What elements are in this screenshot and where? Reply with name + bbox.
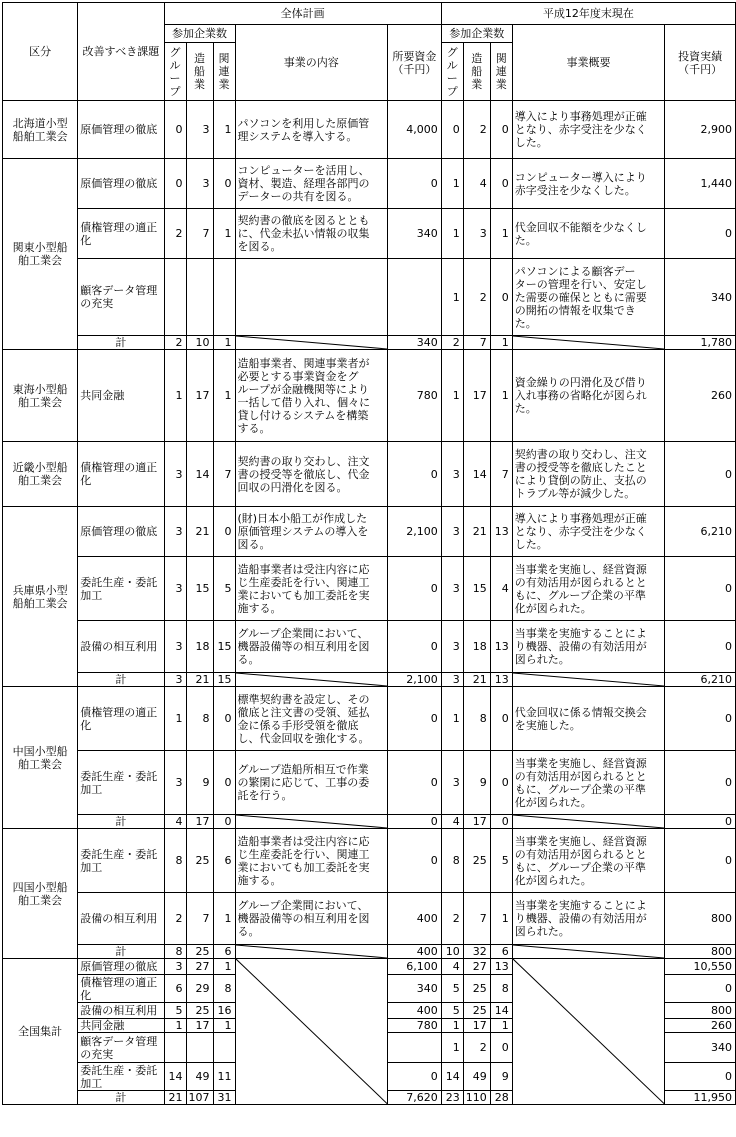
empty-diagonal-cell (512, 815, 665, 829)
header-toshi: 投資実績 （千円） (665, 25, 736, 101)
kanren-count-actual: 7 (490, 442, 512, 507)
group-count: 3 (164, 959, 186, 975)
kanren-count-actual: 4 (490, 557, 512, 621)
toshi-cell: 340 (665, 1033, 736, 1063)
shoyo-cell (388, 1033, 442, 1063)
group-count: 6 (164, 975, 186, 1003)
zosen-count-actual: 2 (463, 259, 490, 336)
shoyo-cell: 0 (388, 442, 442, 507)
group-count: 1 (164, 687, 186, 751)
toshi-cell: 0 (665, 815, 736, 829)
kanren-count-actual: 5 (490, 829, 512, 893)
zosen-count-actual: 49 (463, 1063, 490, 1091)
header-kanren-2: 関 連 業 (490, 43, 512, 101)
zosen-count-actual: 110 (463, 1091, 490, 1105)
toshi-cell: 6,210 (665, 507, 736, 557)
zosen-count: 9 (186, 751, 213, 815)
group-count-actual: 3 (441, 673, 463, 687)
kanren-count-actual: 6 (490, 945, 512, 959)
group-count-actual: 3 (441, 621, 463, 673)
group-count-actual: 8 (441, 829, 463, 893)
group-count: 3 (164, 557, 186, 621)
kanren-count-actual: 28 (490, 1091, 512, 1105)
group-count: 1 (164, 350, 186, 442)
kanren-count-actual: 1 (490, 350, 512, 442)
kanren-count-actual: 13 (490, 959, 512, 975)
group-count-actual: 1 (441, 159, 463, 209)
shoyo-cell: 400 (388, 893, 442, 945)
header-shoyo: 所要資金 （千円） (388, 25, 442, 101)
kadai-cell: 原価管理の徹底 (78, 959, 164, 975)
header-kubun: 区分 (3, 3, 78, 101)
shoyo-cell: 340 (388, 336, 442, 350)
group-count: 3 (164, 751, 186, 815)
zosen-count-actual: 7 (463, 336, 490, 350)
kanren-count-actual: 0 (490, 751, 512, 815)
group-count-actual: 3 (441, 557, 463, 621)
group-count-actual: 1 (441, 259, 463, 336)
kadai-cell: 原価管理の徹底 (78, 507, 164, 557)
empty-diagonal-cell (235, 945, 388, 959)
total-label: 計 (78, 815, 164, 829)
group-count-actual: 14 (441, 1063, 463, 1091)
header-naiyo: 事業の内容 (235, 25, 388, 101)
zosen-count-actual: 32 (463, 945, 490, 959)
kanren-count-actual: 0 (490, 687, 512, 751)
kanren-count: 1 (213, 350, 235, 442)
zosen-count: 25 (186, 945, 213, 959)
kanren-count: 0 (213, 159, 235, 209)
kanren-count: 1 (213, 893, 235, 945)
toshi-cell: 0 (665, 829, 736, 893)
zosen-count (186, 259, 213, 336)
group-count-actual: 5 (441, 1003, 463, 1019)
group-count: 21 (164, 1091, 186, 1105)
zosen-count: 17 (186, 350, 213, 442)
zosen-count: 15 (186, 557, 213, 621)
header-sanka-1: 参加企業数 (164, 25, 235, 43)
shoyo-cell: 6,100 (388, 959, 442, 975)
kubun-cell: 中国小型船 舶工業会 (3, 687, 78, 829)
zosen-count-actual: 15 (463, 557, 490, 621)
toshi-cell: 1,440 (665, 159, 736, 209)
kanren-count-actual: 8 (490, 975, 512, 1003)
kanren-count: 11 (213, 1063, 235, 1091)
gaiyo-cell: 当事業を実施し、経営資源 の有効活用が図られるとと もに、グループ企業の平準 化が図られた。 (512, 751, 665, 815)
kanren-count-actual: 0 (490, 159, 512, 209)
shoyo-cell: 0 (388, 621, 442, 673)
zosen-count: 18 (186, 621, 213, 673)
zosen-count: 107 (186, 1091, 213, 1105)
zosen-count-actual: 25 (463, 829, 490, 893)
kadai-cell: 原価管理の徹底 (78, 159, 164, 209)
naiyo-cell: 造船事業者は受注内容に応 じ生産委託を行い、関連工 業においても加工委託を実 施する。 (235, 557, 388, 621)
gaiyo-cell: 導入により事務処理が正確 となり、赤字受注を少なく した。 (512, 507, 665, 557)
gaiyo-cell: 当事業を実施することによ り機器、設備の有効活用が 図られた。 (512, 893, 665, 945)
kanren-count: 6 (213, 945, 235, 959)
kanren-count: 15 (213, 673, 235, 687)
zosen-count-actual: 2 (463, 101, 490, 159)
kanren-count: 8 (213, 975, 235, 1003)
group-count: 5 (164, 1003, 186, 1019)
gaiyo-cell: 代金回収に係る情報交換会 を実施した。 (512, 687, 665, 751)
shoyo-cell: 0 (388, 1063, 442, 1091)
toshi-cell: 260 (665, 1019, 736, 1033)
kanren-count-actual: 9 (490, 1063, 512, 1091)
kadai-cell: 債権管理の適正 化 (78, 975, 164, 1003)
naiyo-cell: 契約書の徹底を図るととも に、代金未払い情報の収集 を図る。 (235, 209, 388, 259)
header-group-1: グ ル ー プ (164, 43, 186, 101)
group-count: 3 (164, 442, 186, 507)
kanren-count: 7 (213, 442, 235, 507)
kanren-count: 1 (213, 336, 235, 350)
group-count: 14 (164, 1063, 186, 1091)
shoyo-cell: 340 (388, 209, 442, 259)
kadai-cell: 設備の相互利用 (78, 1003, 164, 1019)
zosen-count-actual: 25 (463, 975, 490, 1003)
group-count: 1 (164, 1019, 186, 1033)
group-count: 3 (164, 507, 186, 557)
zosen-count-actual: 7 (463, 893, 490, 945)
zosen-count: 21 (186, 673, 213, 687)
toshi-cell: 800 (665, 1003, 736, 1019)
zosen-count-actual: 18 (463, 621, 490, 673)
kanren-count-actual: 1 (490, 1019, 512, 1033)
kanren-count-actual: 0 (490, 101, 512, 159)
empty-diagonal-cell (512, 673, 665, 687)
empty-diagonal-cell (235, 673, 388, 687)
kanren-count-actual: 1 (490, 336, 512, 350)
kanren-count (213, 259, 235, 336)
naiyo-cell: グループ造船所相互で作業 の繁閑に応じて、工事の委 託を行う。 (235, 751, 388, 815)
zosen-count: 17 (186, 1019, 213, 1033)
plan-results-table (2, 2, 736, 1105)
toshi-cell: 340 (665, 259, 736, 336)
group-count-actual: 1 (441, 1019, 463, 1033)
group-count-actual: 2 (441, 893, 463, 945)
header-kanren-1: 関 連 業 (213, 43, 235, 101)
zosen-count: 7 (186, 893, 213, 945)
zosen-count-actual: 9 (463, 751, 490, 815)
toshi-cell: 260 (665, 350, 736, 442)
kanren-count-actual: 1 (490, 209, 512, 259)
naiyo-cell: 造船事業者、関連事業者が 必要とする事業資金をグ ループが金融機関等により 一括して借り入れ、個々に 貸し付けるシステムを構築 する。 (235, 350, 388, 442)
header-h12-genzai: 平成12年度末現在 (441, 3, 735, 25)
shoyo-cell: 4,000 (388, 101, 442, 159)
empty-diagonal-cell (512, 336, 665, 350)
gaiyo-cell: コンピューター導入により 赤字受注を少なくした。 (512, 159, 665, 209)
header-zosen-1: 造 船 業 (186, 43, 213, 101)
shoyo-cell: 0 (388, 687, 442, 751)
zosen-count: 29 (186, 975, 213, 1003)
group-count-actual: 1 (441, 687, 463, 751)
kanren-count: 16 (213, 1003, 235, 1019)
gaiyo-cell: 契約書の取り交わし、注文 書の授受等を徹底したこと により貸倒の防止、支払の トラブル等が減少した。 (512, 442, 665, 507)
toshi-cell: 0 (665, 557, 736, 621)
toshi-cell: 6,210 (665, 673, 736, 687)
kanren-count: 0 (213, 507, 235, 557)
toshi-cell: 10,550 (665, 959, 736, 975)
group-count: 4 (164, 815, 186, 829)
kadai-cell: 共同金融 (78, 350, 164, 442)
group-count-actual: 1 (441, 209, 463, 259)
group-count: 8 (164, 829, 186, 893)
total-label: 計 (78, 336, 164, 350)
group-count-actual: 2 (441, 336, 463, 350)
group-count: 2 (164, 209, 186, 259)
zosen-count-actual: 8 (463, 687, 490, 751)
zosen-count: 17 (186, 815, 213, 829)
gaiyo-cell: 代金回収不能額を少なくし た。 (512, 209, 665, 259)
kubun-cell: 近畿小型船 舶工業会 (3, 442, 78, 507)
toshi-cell: 2,900 (665, 101, 736, 159)
toshi-cell: 0 (665, 975, 736, 1003)
empty-diagonal-cell (235, 336, 388, 350)
kadai-cell: 債権管理の適正 化 (78, 209, 164, 259)
toshi-cell: 0 (665, 1063, 736, 1091)
zosen-count-actual: 21 (463, 507, 490, 557)
zosen-count-actual: 3 (463, 209, 490, 259)
kanren-count: 15 (213, 621, 235, 673)
group-count-actual: 1 (441, 1033, 463, 1063)
zosen-count-actual: 21 (463, 673, 490, 687)
shoyo-cell: 780 (388, 1019, 442, 1033)
header-sanka-2: 参加企業数 (441, 25, 512, 43)
kanren-count-actual: 13 (490, 507, 512, 557)
group-count (164, 259, 186, 336)
kanren-count: 0 (213, 687, 235, 751)
group-count: 8 (164, 945, 186, 959)
toshi-cell: 800 (665, 945, 736, 959)
zosen-count-actual: 4 (463, 159, 490, 209)
kadai-cell: 委託生産・委託 加工 (78, 829, 164, 893)
zosen-count: 49 (186, 1063, 213, 1091)
shoyo-cell: 340 (388, 975, 442, 1003)
zosen-count: 3 (186, 101, 213, 159)
shoyo-cell: 7,620 (388, 1091, 442, 1105)
kadai-cell: 債権管理の適正 化 (78, 687, 164, 751)
kadai-cell: 設備の相互利用 (78, 893, 164, 945)
kadai-cell: 原価管理の徹底 (78, 101, 164, 159)
zosen-count: 3 (186, 159, 213, 209)
kadai-cell: 顧客データ管理 の充実 (78, 259, 164, 336)
naiyo-cell: 契約書の取り交わし、注文 書の授受等を徹底し、代金 回収の円滑化を図る。 (235, 442, 388, 507)
toshi-cell: 0 (665, 621, 736, 673)
group-count-actual: 23 (441, 1091, 463, 1105)
national-naiyo-diagonal (235, 959, 388, 1105)
naiyo-cell (235, 259, 388, 336)
gaiyo-cell: 当事業を実施し、経営資源 の有効活用が図られるとと もに、グループ企業の平準 化が図られた。 (512, 557, 665, 621)
shoyo-cell: 2,100 (388, 507, 442, 557)
shoyo-cell: 2,100 (388, 673, 442, 687)
zosen-count: 10 (186, 336, 213, 350)
zosen-count: 8 (186, 687, 213, 751)
group-count: 3 (164, 621, 186, 673)
kanren-count (213, 1033, 235, 1063)
gaiyo-cell: 当事業を実施することによ り機器、設備の有効活用が 図られた。 (512, 621, 665, 673)
zosen-count: 25 (186, 829, 213, 893)
group-count-actual: 10 (441, 945, 463, 959)
header-gaiyo: 事業概要 (512, 25, 665, 101)
total-label: 計 (78, 945, 164, 959)
kanren-count-actual: 14 (490, 1003, 512, 1019)
kadai-cell: 債権管理の適正 化 (78, 442, 164, 507)
header-group-2: グ ル ー プ (441, 43, 463, 101)
zosen-count: 25 (186, 1003, 213, 1019)
zosen-count: 27 (186, 959, 213, 975)
kubun-cell: 兵庫県小型 船舶工業会 (3, 507, 78, 687)
zosen-count (186, 1033, 213, 1063)
group-count: 0 (164, 159, 186, 209)
naiyo-cell: パソコンを利用した原価管 理システムを導入する。 (235, 101, 388, 159)
kanren-count: 1 (213, 101, 235, 159)
group-count (164, 1033, 186, 1063)
gaiyo-cell: 当事業を実施し、経営資源 の有効活用が図られるとと もに、グループ企業の平準 化が図られた。 (512, 829, 665, 893)
group-count: 3 (164, 673, 186, 687)
shoyo-cell: 0 (388, 829, 442, 893)
toshi-cell: 1,780 (665, 336, 736, 350)
group-count-actual: 0 (441, 101, 463, 159)
kadai-cell: 共同金融 (78, 1019, 164, 1033)
zosen-count-actual: 17 (463, 350, 490, 442)
group-count-actual: 1 (441, 350, 463, 442)
zosen-count-actual: 14 (463, 442, 490, 507)
empty-diagonal-cell (235, 815, 388, 829)
national-gaiyo-diagonal (512, 959, 665, 1105)
kanren-count: 0 (213, 751, 235, 815)
zosen-count-actual: 2 (463, 1033, 490, 1063)
group-count-actual: 3 (441, 751, 463, 815)
naiyo-cell: グループ企業間において、 機器設備等の相互利用を図 る。 (235, 893, 388, 945)
zosen-count: 7 (186, 209, 213, 259)
kanren-count: 1 (213, 209, 235, 259)
naiyo-cell: (財)日本小船工が作成した 原価管理システムの導入を 図る。 (235, 507, 388, 557)
kadai-cell: 顧客データ管理 の充実 (78, 1033, 164, 1063)
zosen-count: 14 (186, 442, 213, 507)
toshi-cell: 0 (665, 442, 736, 507)
group-count-actual: 4 (441, 959, 463, 975)
naiyo-cell: コンピューターを活用し、 資材、製造、経理各部門の データーの共有を図る。 (235, 159, 388, 209)
header-zentai-keikaku: 全体計画 (164, 3, 441, 25)
kanren-count-actual: 0 (490, 1033, 512, 1063)
naiyo-cell: 標準契約書を設定し、その 徹底と注文書の受領、延払 金に係る手形受領を徹底 し、代金回収を強化する。 (235, 687, 388, 751)
naiyo-cell: グループ企業間において、 機器設備等の相互利用を図 る。 (235, 621, 388, 673)
shoyo-cell: 0 (388, 751, 442, 815)
kubun-cell: 東海小型船 舶工業会 (3, 350, 78, 442)
kanren-count: 1 (213, 959, 235, 975)
shoyo-cell: 400 (388, 945, 442, 959)
kadai-cell: 委託生産・委託 加工 (78, 751, 164, 815)
kubun-cell: 関東小型船 舶工業会 (3, 159, 78, 350)
header-zosen-2: 造 船 業 (463, 43, 490, 101)
zosen-count-actual: 27 (463, 959, 490, 975)
zosen-count-actual: 25 (463, 1003, 490, 1019)
group-count-actual: 4 (441, 815, 463, 829)
gaiyo-cell: 資金繰りの円滑化及び借り 入れ事務の省略化が図られ た。 (512, 350, 665, 442)
kanren-count: 5 (213, 557, 235, 621)
kanren-count-actual: 1 (490, 893, 512, 945)
group-count-actual: 5 (441, 975, 463, 1003)
group-count: 2 (164, 336, 186, 350)
kanren-count: 1 (213, 1019, 235, 1033)
kubun-cell: 北海道小型 船舶工業会 (3, 101, 78, 159)
kubun-cell: 四国小型船 舶工業会 (3, 829, 78, 959)
toshi-cell: 0 (665, 751, 736, 815)
shoyo-cell: 780 (388, 350, 442, 442)
toshi-cell: 800 (665, 893, 736, 945)
kanren-count-actual: 13 (490, 673, 512, 687)
kanren-count-actual: 0 (490, 259, 512, 336)
header-kadai: 改善すべき課題 (78, 3, 164, 101)
naiyo-cell: 造船事業者は受注内容に応 じ生産委託を行い、関連工 業においても加工委託を実 施する。 (235, 829, 388, 893)
kubun-cell-national: 全国集計 (3, 959, 78, 1105)
group-count: 2 (164, 893, 186, 945)
zosen-count: 21 (186, 507, 213, 557)
group-count-actual: 3 (441, 442, 463, 507)
group-count-actual: 3 (441, 507, 463, 557)
shoyo-cell: 400 (388, 1003, 442, 1019)
shoyo-cell: 0 (388, 159, 442, 209)
zosen-count-actual: 17 (463, 1019, 490, 1033)
shoyo-cell (388, 259, 442, 336)
kadai-cell: 委託生産・委託 加工 (78, 1063, 164, 1091)
shoyo-cell: 0 (388, 815, 442, 829)
kanren-count-actual: 13 (490, 621, 512, 673)
group-count: 0 (164, 101, 186, 159)
kanren-count: 31 (213, 1091, 235, 1105)
total-label: 計 (78, 1091, 164, 1105)
kanren-count: 0 (213, 815, 235, 829)
total-label: 計 (78, 673, 164, 687)
kadai-cell: 委託生産・委託 加工 (78, 557, 164, 621)
kanren-count: 6 (213, 829, 235, 893)
kadai-cell: 設備の相互利用 (78, 621, 164, 673)
shoyo-cell: 0 (388, 557, 442, 621)
empty-diagonal-cell (512, 945, 665, 959)
kanren-count-actual: 0 (490, 815, 512, 829)
zosen-count-actual: 17 (463, 815, 490, 829)
gaiyo-cell: パソコンによる顧客デー ターの管理を行い、安定し た需要の確保とともに需要 の開拓の情報を収集でき た。 (512, 259, 665, 336)
toshi-cell: 0 (665, 209, 736, 259)
toshi-cell: 0 (665, 687, 736, 751)
gaiyo-cell: 導入により事務処理が正確 となり、赤字受注を少なく した。 (512, 101, 665, 159)
toshi-cell: 11,950 (665, 1091, 736, 1105)
